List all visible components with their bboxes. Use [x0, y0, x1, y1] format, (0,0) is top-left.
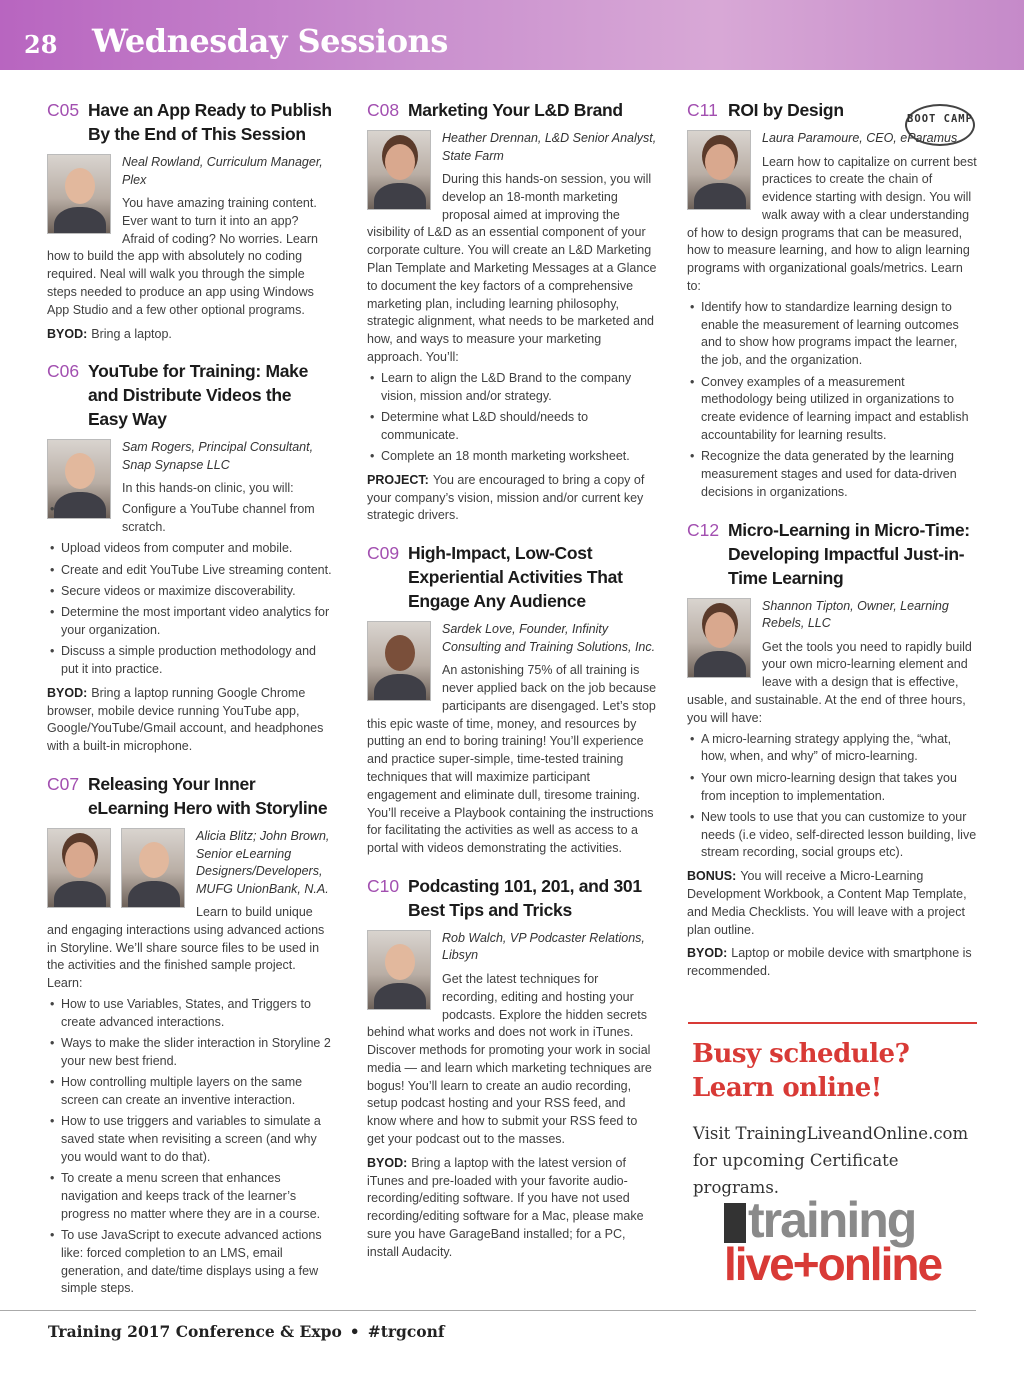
column-1	[47, 98, 332, 1314]
list-item: • How to use triggers and variables to simulate a saved state when revisiting a screen (and why you would want to do that).	[47, 1113, 332, 1166]
session-title: High-Impact, Low-Cost Experiential Activities That Engage Any Audience	[408, 543, 623, 612]
promo-text-line-1: Visit TrainingLiveandOnline.com	[693, 1124, 969, 1143]
promo-text	[693, 1120, 983, 1201]
speaker-photo	[367, 621, 431, 701]
speaker-name: Sardek Love, Founder, Infinity Consulting and Training Solutions, Inc.	[442, 622, 656, 654]
list-item: • New tools to use that you can customize to your needs (i.e video, self-directed lesson building, live stream recording, social groups etc).	[687, 809, 977, 862]
column-3	[687, 98, 977, 997]
list-item: • Determine the most important video analytics for your organization.	[47, 604, 332, 640]
training-live-online-logo	[724, 1192, 942, 1293]
list-item: • Your own micro-learning design that takes you from inception to implementation.	[687, 770, 977, 806]
list-item: • Complete an 18 month marketing worksheet.	[367, 448, 657, 466]
session-c09	[367, 541, 657, 858]
session-code: C07	[47, 774, 80, 795]
speaker-photo	[687, 598, 751, 678]
footer-divider	[0, 1310, 976, 1311]
note-label: BYOD:	[47, 685, 88, 700]
speaker-photo	[47, 828, 111, 908]
speaker-photos	[47, 828, 185, 908]
list-item: • A micro-learning strategy applying the, “what, how, when, and why” of micro-learning.	[687, 731, 977, 767]
note-label: BONUS:	[687, 869, 737, 884]
note-text: Bring a laptop running Google Chrome browser, mobile device running YouTube app, Google/YouTube/Gmail account, and headphones with a built-in microphone.	[47, 685, 324, 754]
session-c05	[47, 98, 332, 343]
footer-hashtag: #trgconf	[367, 1322, 445, 1341]
session-title: Marketing Your L&D Brand	[408, 100, 623, 120]
note-label: PROJECT:	[367, 472, 429, 487]
list-item: • Create and edit YouTube Live streaming content.	[47, 562, 332, 580]
promo-headline-line-2: Learn online!	[692, 1073, 882, 1103]
bullet-list	[687, 731, 977, 863]
bullet-list	[47, 996, 332, 1298]
bullet-list	[47, 540, 332, 679]
note-text: Laptop or mobile device with smartphone is recommended.	[687, 946, 972, 979]
byod-note	[687, 945, 977, 981]
column-2	[367, 98, 657, 1278]
list-item: • Identify how to standardize learning design to enable the measurement of learning outcomes and to show how programs impact the learner, the job, and the organization.	[687, 299, 977, 370]
session-code: C09	[367, 543, 400, 564]
note-text: You will receive a Micro-Learning Development Workbook, a Content Map Template, and Media Checklists. You will leave with a project plan outline.	[687, 869, 967, 937]
session-code: C06	[47, 361, 80, 382]
logo-live-online-text: live+online	[724, 1238, 942, 1290]
speaker-name: Heather Drennan, L&D Senior Analyst, State Farm	[442, 131, 657, 163]
session-title: YouTube for Training: Make and Distribute Videos the Easy Way	[88, 361, 309, 430]
list-item: • How controlling multiple layers on the same screen can create an inventive interaction.	[47, 1074, 332, 1110]
page-title: Wednesday Sessions	[92, 22, 448, 60]
session-title: Micro-Learning in Micro-Time: Developing Impactful Just-in-Time Learning	[728, 519, 970, 588]
bullet-list	[687, 299, 977, 502]
promo-divider	[688, 1022, 977, 1024]
session-c10	[367, 874, 657, 1262]
note-label: BYOD:	[367, 1155, 408, 1170]
session-description: Learn how to capitalize on current best practices to create the chain of evidence starting with design. You will walk away with a clear understanding of how to design programs that can be measured, how to measure learning, and how to align learning programs with organizational goals/metrics. Learn to:	[687, 154, 977, 294]
bullet-list	[367, 370, 657, 466]
speaker-photo	[121, 828, 185, 908]
project-note	[367, 472, 657, 525]
speaker-name: Shannon Tipton, Owner, Learning Rebels, LLC	[762, 598, 949, 631]
speaker-photo	[687, 130, 751, 210]
speaker-name: Sam Rogers, Principal Consultant, Snap Synapse LLC	[122, 440, 314, 472]
list-item: • To use JavaScript to execute advanced actions like: forced completion to an LMS, email generation, and date/time displays using a few simple steps.	[47, 1227, 332, 1298]
byod-note	[47, 685, 332, 756]
session-description: Get the latest techniques for recording, editing and hosting your podcasts. Explore the hidden secrets behind what works and does not work in iTunes. Discover methods for promoting your work in social media — and learn which marketing techniques are bogus! You’ll learn to create an audio recording, setup podcast hosting and your RSS feed, and know where and how to submit your RSS feed to get your podcast out to the masses.	[367, 971, 652, 1147]
list-item: • Recognize the data generated by the learning measurement stages and used for data-driven decisions in organizations.	[687, 448, 977, 501]
byod-note	[367, 1155, 657, 1262]
session-code: C11	[687, 100, 718, 120]
session-description: An astonishing 75% of all training is never applied back on the job because participants are disengaged. Let’s stop this epic waste of time, money, and resources by putting an end to boring training! You’ll experience and practice super-simple, time-tested training techniques that will maximize participant engagement and eliminate dull, tiresome training. You’ll receive a Playbook containing the instructions for facilitating the activities as well as access to a portal with videos demonstrating the activities.	[367, 663, 657, 856]
session-title: ROI by Design	[728, 100, 844, 120]
promo-headline	[692, 1037, 982, 1105]
speaker-photo	[367, 930, 431, 1010]
bullet-list	[47, 501, 332, 537]
page-header	[0, 0, 1024, 70]
list-item: • How to use Variables, States, and Triggers to create advanced interactions.	[47, 996, 332, 1032]
session-code: C08	[367, 100, 400, 120]
list-item: • Secure videos or maximize discoverability.	[47, 583, 332, 601]
speaker-photo	[47, 154, 111, 234]
promo-headline-line-1: Busy schedule?	[692, 1039, 910, 1069]
session-c08	[367, 98, 657, 525]
session-title: Releasing Your Inner eLearning Hero with Storyline	[88, 774, 328, 819]
list-item: • Convey examples of a measurement methodology being utilized in organizations to create evidence of learning impact and establish accountability for learning results.	[687, 374, 977, 445]
speaker-name: Rob Walch, VP Podcaster Relations, Libsyn	[442, 930, 645, 963]
session-description: Learn to build unique and engaging interactions using advanced actions in Storyline. We’ll share source files to be used in the activities and the finished sample project. Learn:	[47, 905, 325, 991]
note-text: You are encouraged to bring a copy of your company’s vision, mission and/or current key strategic drivers.	[367, 472, 645, 523]
session-c06	[47, 359, 332, 756]
page-footer	[48, 1322, 445, 1341]
speaker-name: Alicia Blitz; John Brown, Senior eLearning Designers/Developers, MUFG UnionBank, N.A.	[196, 829, 330, 896]
session-c11	[687, 98, 977, 502]
session-description: In this hands-on clinic, you will:	[122, 481, 294, 496]
speaker-photo	[367, 130, 431, 210]
session-c12	[687, 518, 977, 981]
session-code: C10	[367, 875, 400, 896]
session-title: Have an App Ready to Publish By the End of This Session	[88, 100, 332, 144]
speaker-name: Neal Rowland, Curriculum Manager, Plex	[122, 155, 323, 187]
logo-training-text: training	[748, 1192, 916, 1248]
list-item: • Discuss a simple production methodology and put it into practice.	[47, 643, 332, 679]
session-code: C12	[687, 519, 720, 540]
speaker-name: Laura Paramoure, CEO, eParamus	[762, 131, 958, 145]
list-item: • To create a menu screen that enhances navigation and keeps track of the learner’s progress no matter where they are in a course.	[47, 1170, 332, 1223]
footer-event: Training 2017 Conference & Expo	[48, 1322, 342, 1341]
list-item: • Learn to align the L&D Brand to the company vision, mission and/or strategy.	[367, 370, 657, 406]
note-text: Bring a laptop.	[91, 326, 172, 341]
list-item: • Determine what L&D should/needs to communicate.	[367, 409, 657, 445]
session-description: During this hands-on session, you will develop an 18-month marketing proposal aimed at improving the visibility of L&D as an essential component of your corporate culture. You will create an L&D Marketing Plan Template and Marketing Messages at a Glance to document the key factors of a comprehensive marketing plan, including learning philosophy, strategic alignment, what needs to be marketed and how, and ways to measure your marketing approach. You’ll:	[367, 172, 657, 364]
list-item: • Ways to make the slider interaction in Storyline 2 your new best friend.	[47, 1035, 332, 1071]
note-text: Bring a laptop with the latest version of iTunes and pre-loaded with your favorite audio-recording/editing software. If you have not used recording/editing software for a Mac, please make sure you have GarageBand installed; for a PC, install Audacity.	[367, 1155, 644, 1259]
session-description: You have amazing training content. Ever want to turn it into an app? Afraid of coding? No worries. Learn how to build the app with absolutely no coding required. Neal will walk you through the simple steps needed to produce an app using Windows App Studio and a few other optional programs.	[47, 196, 318, 317]
note-label: BYOD:	[47, 326, 88, 341]
session-title: Podcasting 101, 201, and 301 Best Tips and Tricks	[408, 875, 642, 920]
session-code: C05	[47, 100, 80, 120]
byod-note	[47, 326, 332, 344]
promo-text-line-2: for upcoming Certificate programs.	[693, 1151, 899, 1197]
session-description: Get the tools you need to rapidly build your own micro-learning element and leave with a design that is effective, usable, and sustainable. At the end of three hours, you will have:	[687, 639, 972, 725]
note-label: BYOD:	[687, 946, 728, 961]
footer-separator: •	[349, 1322, 360, 1341]
session-c07	[47, 772, 332, 1298]
boot-camp-badge: BOOT CAMP	[905, 104, 975, 146]
page-number: 28	[24, 30, 58, 59]
bonus-note	[687, 868, 977, 939]
list-item: • Configure a YouTube channel from scratch.	[47, 501, 332, 537]
list-item: • Upload videos from computer and mobile.	[47, 540, 332, 558]
